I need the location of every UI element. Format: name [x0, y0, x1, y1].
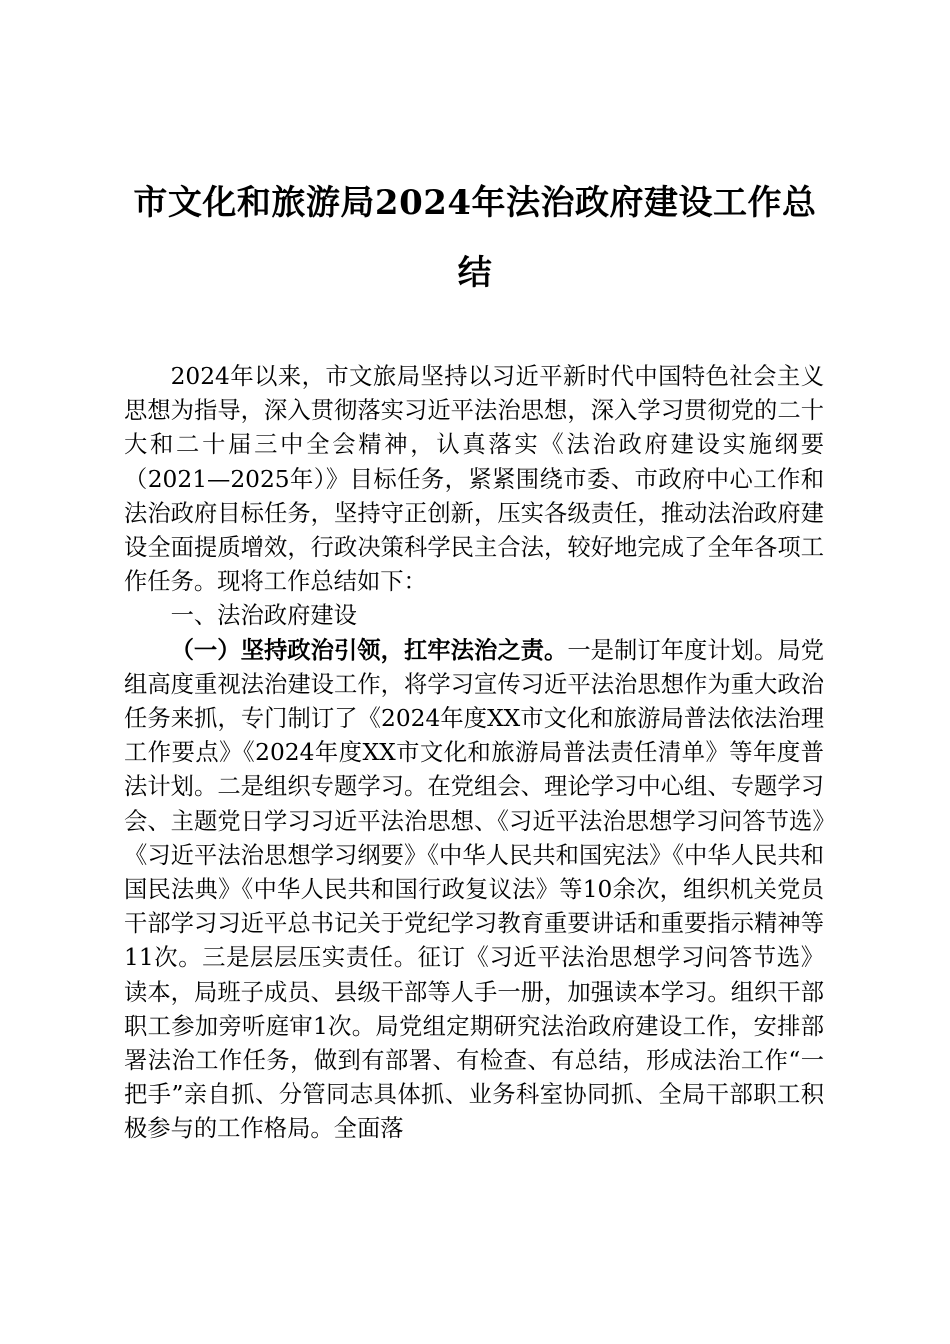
subsection-body: 一是制订年度计划。局党组高度重视法治建设工作，将学习宣传习近平法治思想作为重大政治任务来抓，专门制订了《2024年度XX市文化和旅游局普法依法治理工作要点》《2024年度XX市文化和旅游局普法责任清单》等年度普法计划。二是组织专题学习。在党组会、理论学习中心组、专题学习会、主题党日学习习近平法治思想、《习近平法治思想学习问答节选》《习近平法治思想学习纲要》《中华人民共和国宪法》《中华人民共和国民法典》《中华人民共和国行政复议法》等10余次，组织机关党员干部学习习近平总书记关于党纪学习教育重要讲话和重要指示精神等11次。三是层层压实责任。征订《习近平法治思想学习问答节选》读本，局班子成员、县级干部等人手一册，加强读本学习。组织干部职工参加旁听庭审1次。局党组定期研究法治政府建设工作，安排部署法治工作任务，做到有部署、有检查、有总结，形成法治工作“一把手”亲自抓、分管同志具体抓、业务科室协同抓、全局干部职工积极参与的工作格局。全面落: [124, 636, 825, 1143]
document-title: 市文化和旅游局2024年法治政府建设工作总结: [133, 183, 817, 293]
subsection-heading: （一）坚持政治引领，扛牢法治之责。: [170, 636, 568, 664]
document-body: [124, 360, 824, 1147]
body-paragraph: [124, 634, 824, 1147]
intro-paragraph: 2024年以来，市文旅局坚持以习近平新时代中国特色社会主义思想为指导，深入贯彻落实习近平法治思想，深入学习贯彻党的二十大和二十届三中全会精神，认真落实《法治政府建设实施纲要（2021—2025年）》目标任务，紧紧围绕市委、市政府中心工作和法治政府目标任务，坚持守正创新，压实各级责任，推动法治政府建设全面提质增效，行政决策科学民主合法，较好地完成了全年各项工作任务。现将工作总结如下：: [124, 363, 824, 596]
section-heading: 一、法治政府建设: [170, 602, 357, 630]
